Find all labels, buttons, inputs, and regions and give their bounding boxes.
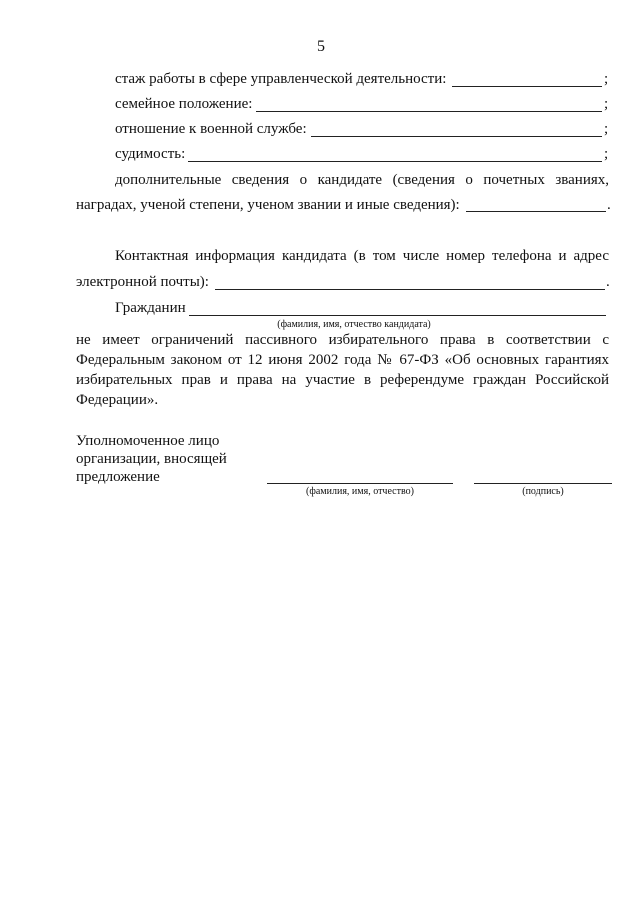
criminal-record-label: судимость: <box>115 146 186 162</box>
family-status-field[interactable] <box>256 111 602 112</box>
contact-field[interactable] <box>215 289 605 290</box>
semicolon: ; <box>604 71 609 87</box>
additional-info-line1: дополнительные сведения о кандидате (сведения о почетных званиях, <box>115 172 609 188</box>
contact-line2: электронной почты): <box>76 274 209 290</box>
authority-line3: предложение <box>76 469 160 485</box>
authority-line1: Уполномоченное лицо <box>76 433 220 449</box>
semicolon: ; <box>604 96 609 112</box>
authority-name-field[interactable] <box>267 483 453 484</box>
additional-info-line2: наградах, ученой степени, ученом звании и иные сведения): <box>76 197 460 213</box>
additional-info-field[interactable] <box>466 211 606 212</box>
page-number: 5 <box>317 38 325 55</box>
military-field[interactable] <box>311 136 602 137</box>
citizen-caption: (фамилия, имя, отчество кандидата) <box>277 319 431 330</box>
signature-field[interactable] <box>474 483 612 484</box>
work-experience-label: стаж работы в сфере управленческой деятельности: <box>115 71 447 87</box>
family-status-label: семейное положение: <box>115 96 253 112</box>
contact-line1: Контактная информация кандидата (в том числе номер телефона и адрес <box>115 248 609 264</box>
military-label: отношение к военной службе: <box>115 121 307 137</box>
signature-caption: (подпись) <box>522 486 564 497</box>
citizen-statement: не имеет ограничений пассивного избирательного права в соответствии с Федеральным законом от 12 июня 2002 года № 67-ФЗ «Об основных гарантиях избирательных прав и права на участие в референдуме граждан Российской Федерации». <box>76 332 609 408</box>
authority-line2: организации, вносящей <box>76 451 227 467</box>
criminal-record-field[interactable] <box>188 161 602 162</box>
period: . <box>606 274 610 290</box>
work-experience-field[interactable] <box>452 86 602 87</box>
semicolon: ; <box>604 146 609 162</box>
citizen-name-field[interactable] <box>189 315 606 316</box>
semicolon: ; <box>604 121 609 137</box>
authority-name-caption: (фамилия, имя, отчество) <box>306 486 414 497</box>
period: . <box>607 197 611 213</box>
citizen-label: Гражданин <box>115 300 186 316</box>
